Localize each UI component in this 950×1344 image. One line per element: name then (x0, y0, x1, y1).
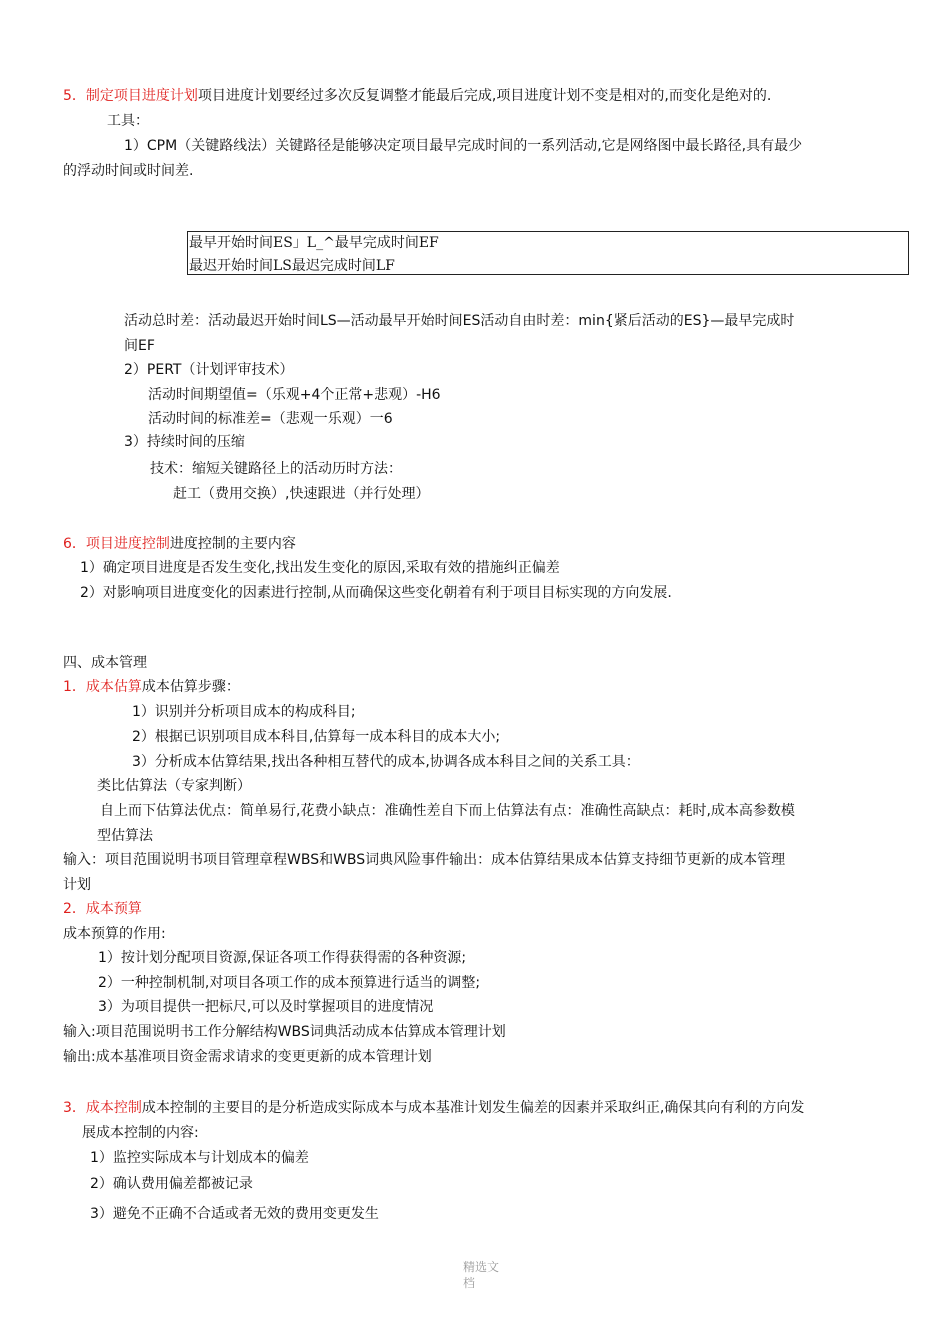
estimate-io-line-2: 计划 (63, 877, 91, 893)
estimate-step-1: 1）识别并分析项目成本的构成科目; (132, 704, 356, 720)
page-footer (463, 1259, 507, 1291)
compress-heading: 3）持续时间的压缩 (124, 434, 245, 450)
estimate-step-2: 2）根据已识别项目成本科目,估算每一成本科目的成本大小; (132, 729, 501, 745)
section-number: 1． (63, 679, 86, 695)
estimate-io-line-1: 输入：项目范围说明书项目管理章程WBS和WBS词典风险事件输出：成本估算结果成本估算支持细节更新的成本管理 (63, 852, 786, 868)
section-6-heading (63, 534, 296, 554)
box-row-early: 最早开始时间ES」L_^最早完成时间EF (189, 235, 439, 251)
tools-label: 工具： (107, 113, 149, 129)
section-text: 进度控制的主要内容 (169, 536, 296, 552)
tech-label: 技术：缩短关键路径上的活动历时方法： (150, 461, 402, 477)
analog-estimate: 类比估算法（专家判断） (97, 778, 251, 794)
tech-items: 赶工（费用交换）,快速跟进（并行处理） (173, 486, 430, 502)
cpm-line-2: 的浮动时间或时间差. (63, 163, 194, 179)
chapter-heading: 四、成本管理 (63, 655, 147, 671)
pert-expected: 活动时间期望值=（乐观+4个正常+悲观）-H6 (148, 387, 441, 403)
section-title: 制定项目进度计划 (85, 88, 198, 104)
float-line-2: 间EF (124, 338, 155, 354)
footer-line-1: 精选文 (463, 1260, 500, 1274)
cost-budget-heading (63, 899, 142, 919)
pert-std: 活动时间的标准差=（悲观一乐观）一6 (148, 411, 393, 427)
box-row-late: 最迟开始时间LS最迟完成时间LF (189, 258, 395, 274)
budget-input: 输入:项目范围说明书工作分解结构WBS词典活动成本估算成本管理计划 (63, 1024, 506, 1040)
control-item-3: 3）避免不正确不合适或者无效的费用变更发生 (90, 1206, 379, 1222)
footer-line-2: 档 (463, 1276, 476, 1290)
section-text: 项目进度计划要经过多次反复调整才能最后完成,项目进度计划不变是相对的,而变化是绝对的. (197, 88, 772, 104)
section-title: 成本控制 (85, 1100, 142, 1116)
estimate-step-3: 3）分析成本估算结果,找出各种相互替代的成本,协调各成本科目之间的关系工具： (132, 754, 640, 770)
section-number: 6． (63, 536, 86, 552)
topdown-line-2: 型估算法 (97, 828, 153, 844)
sec6-item-2: 2）对影响项目进度变化的因素进行控制,从而确保这些变化朝着有利于项目目标实现的方向发展. (80, 585, 672, 601)
cpm-line-1: 1）CPM（关键路线法）关键路径是能够决定项目最早完成时间的一系列活动,它是网络图中最长路径,具有最少 (124, 138, 803, 154)
cost-control-heading (63, 1098, 804, 1118)
budget-role: 成本预算的作用: (63, 926, 166, 942)
section-number: 3． (63, 1100, 86, 1116)
control-item-2: 2）确认费用偏差都被记录 (90, 1176, 253, 1192)
time-parameter-box (187, 231, 909, 275)
control-item-1: 1）监控实际成本与计划成本的偏差 (90, 1150, 309, 1166)
sec6-item-1: 1）确定项目进度是否发生变化,找出发生变化的原因,采取有效的措施纠正偏差 (80, 560, 560, 576)
section-text: 成本估算步骤： (141, 679, 240, 695)
pert-heading: 2）PERT（计划评审技术） (124, 362, 294, 378)
section-title: 成本估算 (85, 679, 142, 695)
section-5-heading (63, 86, 771, 106)
budget-item-2: 2）一种控制机制,对项目各项工作的成本预算进行适当的调整; (98, 975, 481, 991)
budget-item-3: 3）为项目提供一把标尺,可以及时掌握项目的进度情况 (98, 999, 434, 1015)
section-number: 5． (63, 88, 86, 104)
float-line-1: 活动总时差：活动最迟开始时间LS—活动最早开始时间ES活动自由时差：min{紧后活动的ES}—最早完成时 (124, 313, 795, 329)
budget-item-1: 1）按计划分配项目资源,保证各项工作得获得需的各种资源; (98, 950, 467, 966)
control-text-line-2: 展成本控制的内容: (82, 1125, 199, 1141)
budget-output: 输出:成本基准项目资金需求请求的变更更新的成本管理计划 (63, 1049, 432, 1065)
section-title: 成本预算 (85, 901, 142, 917)
section-number: 2． (63, 901, 86, 917)
section-title: 项目进度控制 (85, 536, 170, 552)
cost-estimate-heading (63, 677, 240, 697)
topdown-line-1: 自上而下估算法优点：简单易行,花费小缺点：准确性差自下而上估算法有点：准确性高缺点：耗时,成本高参数模 (100, 803, 795, 819)
section-text: 成本控制的主要目的是分析造成实际成本与成本基准计划发生偏差的因素并采取纠正,确保其向有利的方向发 (141, 1100, 805, 1116)
